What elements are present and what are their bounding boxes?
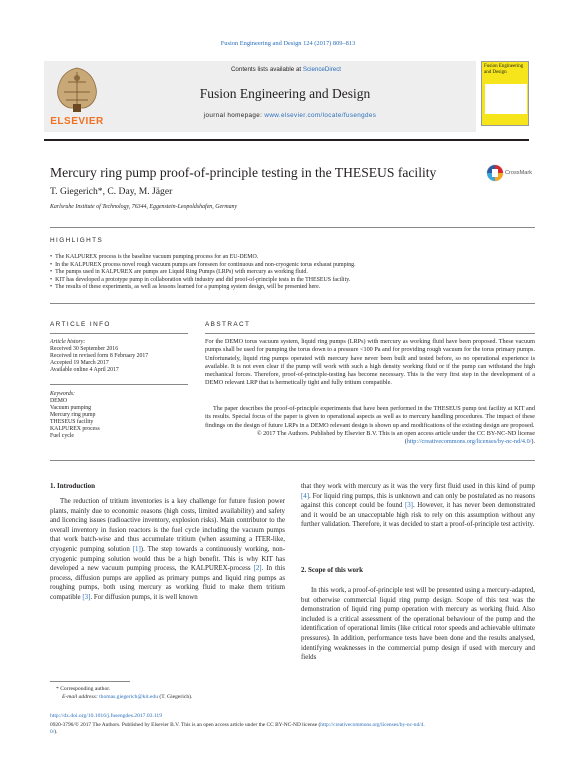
journal-homepage	[150, 112, 430, 119]
footer-license-link[interactable]: http://creativecommons.org/licenses/by-nc-nd/4.	[320, 722, 425, 728]
journal-cover	[481, 61, 529, 126]
highlight-item: • KIT has developed a prototype pump in collaboration with industry and did proof-of-principle tests in the THESEUS facility.	[50, 277, 356, 285]
copyright-line	[50, 722, 535, 736]
article-history	[50, 339, 148, 374]
keyword: Vacuum pumping	[50, 405, 92, 411]
abstract-heading: ABSTRACT	[205, 321, 251, 328]
license-link[interactable]: http://creativecommons.org/licenses/by-nc-nd/4.0/	[406, 438, 532, 446]
highlight-item: • The KALPUREX process is the baseline vacuum pumping process for an EU-DEMO.	[50, 254, 356, 262]
intro-text-c: . In this process, diffusion pumps are applied as primary pumps and liquid ring pumps as roughing pumps, both using mercury as working fluid to make them tritium compatible	[50, 565, 285, 601]
journal-citation[interactable]: Fusion Engineering and Design 124 (2017) 809–813	[220, 40, 356, 47]
email-line	[56, 694, 192, 702]
journal-title: Fusion Engineering and Design	[199, 86, 371, 101]
abstract-bottom-rule	[50, 460, 535, 461]
license-text: © 2017 The Authors. Published by Elsevier B.V. This is an open access article under the CC BY-NC-ND license (	[256, 430, 535, 446]
highlight-item: • In the KALPUREX process novel rough vacuum pumps are foreseen for continuous and non-cryogenic torus exhaust pumping.	[50, 262, 356, 270]
intro-heading: 1. Introduction	[50, 482, 95, 490]
intro-text-b: ). The step towards a continuously working, non-cryogenic pumping solution would thus be a high benefit. This is why KIT has developed a new vacuum pumping process, the KALPUREX-process	[50, 545, 285, 573]
reference-5-link[interactable]: [3]	[404, 502, 413, 510]
intro-text-a: The reduction of tritium inventories is a key challenge for future fusion power plants, mainly due to economic reasons (high costs, limited availability) and safety and licencing issues (radioactive inventory, explosion risks). Main contributor to the overall inventory in fusion reactors is the fuel cycle including the vacuum pumps that work batch-wise and thus accumulate tritium (when assuming a ITER-like, cryogenic pumping solution	[50, 498, 285, 553]
history-item: Received 30 September 2016	[50, 346, 119, 352]
copyright-text: 0920-3796/© 2017 The Authors. Published by Elsevier B.V. This is an open access article under the CC BY-NC-ND license (	[50, 722, 321, 728]
contents-prefix: Contents lists available at	[230, 66, 303, 73]
reference-1-link[interactable]: [1]	[132, 545, 141, 553]
keyword: DEMO	[50, 398, 68, 404]
intro-text-d: . For diffusion pumps, it is well known	[90, 593, 198, 601]
history-item: Received in revised form 8 February 2017	[50, 353, 149, 359]
scope-heading: 2. Scope of this work	[301, 566, 364, 574]
sciencedirect-link[interactable]: ScienceDirect	[302, 66, 342, 73]
keyword: Mercury ring pump	[50, 412, 96, 418]
history-item: Accepted 19 March 2017	[50, 360, 109, 366]
history-item: Available online 4 April 2017	[50, 367, 119, 373]
affiliation: Karlsruhe Institute of Technology, 76344, Eggenstein-Leopoldshafen, Germany	[50, 204, 238, 210]
email-label: E-mail address:	[62, 693, 100, 700]
homepage-link[interactable]: www.elsevier.com/locate/fusengdes	[264, 112, 377, 119]
scope-paragraph: In this work, a proof-of-principle test will be presented using a mercury-adapted, but otherwise commercial liquid ring pump design. Scope of this test was the demonstration of liquid ring pump operation with mercury as working fluid. Also included is a critical assessment of the operational behaviour of the pump and the identification of operational limits (like critical rotor speeds and achievable ultimate pressures). In addition, performance tests have been done and the results analysed, identifying weaknesses in the commercial pump design if used with mercury and fields	[301, 587, 535, 662]
copyright-end: ).	[54, 729, 58, 736]
corresponding-author: * Corresponding author.	[56, 686, 111, 692]
history-rule	[50, 384, 188, 385]
intro-col2-a: that they work with mercury as it was the very first fluid used in this kind of pump	[301, 483, 535, 490]
reference-3-link[interactable]: [3]	[82, 593, 91, 601]
keyword: THESEUS facility	[50, 419, 94, 425]
intro-col2-b: . For liquid ring pumps, this is unknown and can only be postulated as no reasons against this concept could be found	[301, 492, 535, 510]
highlight-item: • The pumps used in KALPUREX are pumps are Liquid Ring Pumps (LRPs) with mercury as working fluid.	[50, 269, 356, 277]
highlights-rule	[50, 227, 535, 228]
cover-image	[485, 84, 527, 114]
publisher-logo-text: ELSEVIER	[50, 116, 104, 127]
crossmark-label: CrossMark	[505, 170, 533, 176]
highlights-list	[50, 254, 356, 292]
intro-col2-c: . However, it has never been demonstrated and it would be an unacceptable high risk to rely on this assumption without any further validation. Therefore, it was decided to start a proof-of-principle test activity.	[301, 502, 535, 529]
keyword: KALPUREX process	[50, 426, 100, 432]
elsevier-logo	[46, 64, 108, 126]
footnote	[56, 686, 192, 701]
crossmark-badge[interactable]	[486, 162, 534, 184]
license-end: ).	[531, 438, 535, 446]
footer-license-link-cont[interactable]: 0/	[50, 729, 55, 736]
history-label: Article history:	[50, 339, 86, 345]
keywords	[50, 391, 100, 440]
contents-line	[160, 66, 412, 73]
article-info-rule	[50, 333, 188, 334]
reference-4-link[interactable]: [4]	[301, 492, 310, 500]
keywords-label: Keywords:	[50, 391, 75, 397]
header-rule	[44, 139, 529, 141]
highlights-heading: HIGHLIGHTS	[50, 237, 104, 244]
reference-2-link[interactable]: [2]	[253, 565, 262, 573]
highlight-item: • The results of these experiments, as well as lessons learned for a pumping system design, will be presented here.	[50, 284, 356, 292]
abstract-paragraph-2: The paper describes the proof-of-principle experiments that have been performed in the THESEUS pump test facility at KIT and its results. Special focus of the paper is given to operational aspects as well as to mercury handling procedures. The impact of these findings on the design of future LRPs in a DEMO relevant design is shown up and modifications of the existing design are proposed.	[205, 405, 535, 429]
keyword: Fuel cycle	[50, 433, 74, 439]
article-title: Mercury ring pump proof-of-principle testing in the THESEUS facility	[50, 165, 437, 180]
intro-paragraph	[50, 497, 285, 603]
abstract-license	[205, 430, 535, 447]
highlights-bottom-rule	[50, 303, 535, 304]
doi-link[interactable]: http://dx.doi.org/10.1016/j.fusengdes.2017.03.119	[50, 713, 163, 719]
cover-title: Fusion Engineering and Design	[484, 64, 524, 75]
crossmark-icon	[486, 164, 504, 182]
abstract-rule	[205, 333, 535, 334]
article-info-heading: ARTICLE INFO	[50, 321, 111, 328]
email-after: (T. Giegerich).	[158, 693, 193, 700]
authors: T. Giegerich*, C. Day, M. Jäger	[50, 186, 173, 197]
intro-continuation	[301, 482, 535, 530]
abstract-paragraph-1: For the DEMO torus vacuum system, liquid ring pumps (LRPs) with mercury as working fluid have been proposed. These vacuum pumps shall be used for pumping the torus down to a pressure <100 Pa and for providing rough vacuum for the torus primary pumps. Unfortunately, liquid ring pumps operated with mercury have never been built and tested before, so no operational experience is available. It is not even clear if the pump will work with such a high density working fluid or if the pump can withstand the high mechanical forces. Therefore, proof-of-principle-testing has become necessary. This is the very first step in the development of a DEMO relevant LRP that is hermetically tight and fully tritium compatible.	[205, 338, 535, 387]
footnote-rule	[50, 681, 130, 682]
email-link[interactable]: thomas.giegerich@kit.edu	[99, 693, 158, 700]
homepage-prefix: journal homepage:	[203, 112, 265, 119]
